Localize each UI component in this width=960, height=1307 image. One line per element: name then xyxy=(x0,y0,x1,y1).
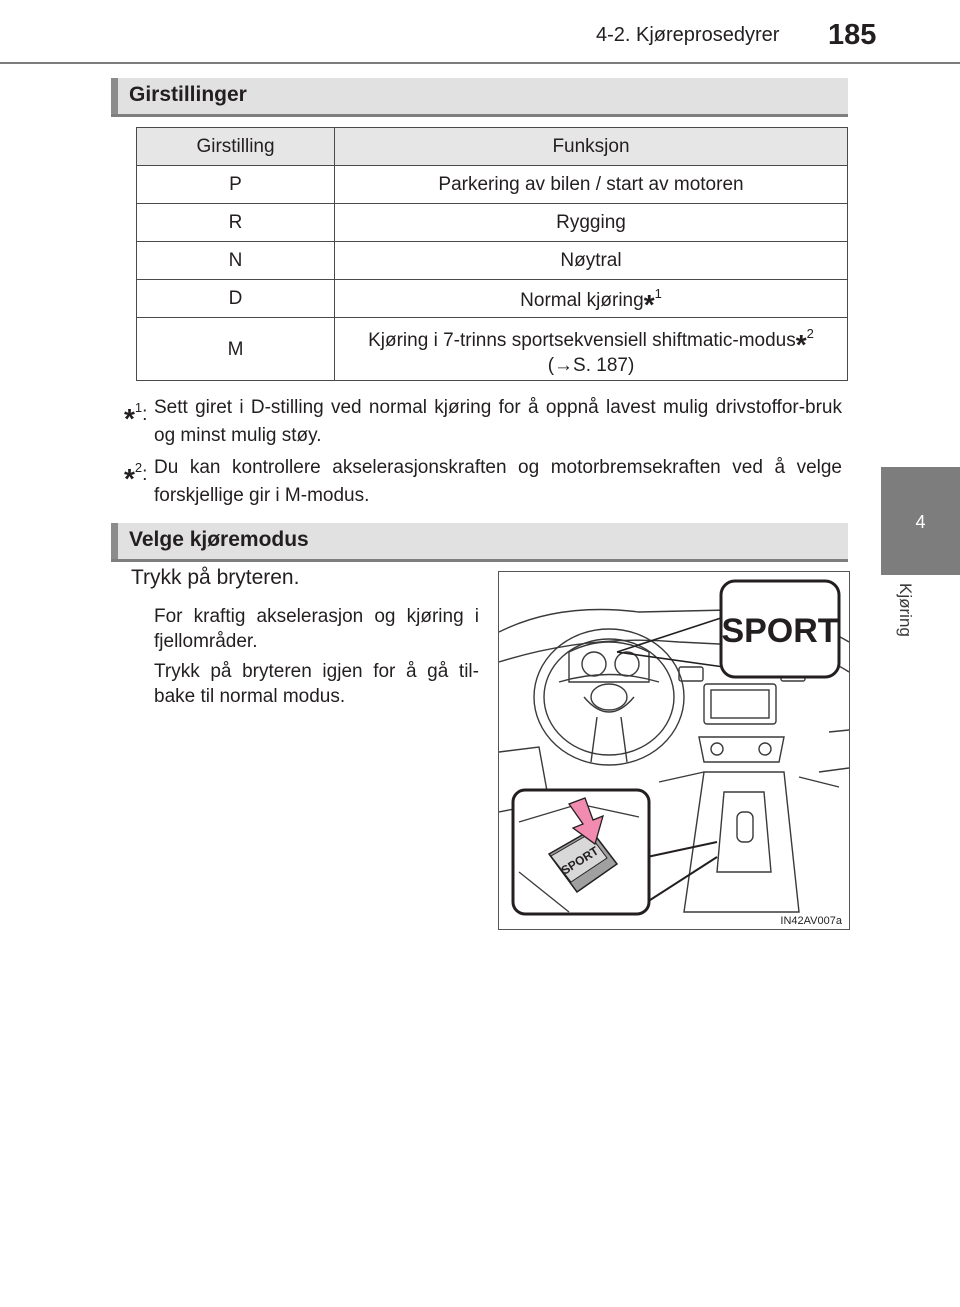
header-section-title: 4-2. Kjøreprosedyrer xyxy=(596,24,780,46)
figure-code: IN42AV007a xyxy=(780,915,842,927)
footnote-number: 1 xyxy=(654,285,662,301)
table-row xyxy=(137,204,848,242)
footnote-label xyxy=(124,394,148,434)
gear-cell: R xyxy=(137,204,335,242)
footnote-number: 1 xyxy=(134,400,143,415)
sport-switch-illustration xyxy=(498,571,850,930)
footnote-separator: : xyxy=(142,404,148,425)
table-row xyxy=(137,280,848,318)
table-header-row xyxy=(137,128,848,166)
page-number: 185 xyxy=(828,19,877,51)
footnote-star: * xyxy=(124,463,135,494)
gear-cell: M xyxy=(137,318,335,381)
function-text: Normal kjøring xyxy=(520,289,644,311)
column-header-function: Funksjon xyxy=(335,128,848,166)
explanation-paragraph: For kraftig akselerasjon og kjøring i fjellområder. xyxy=(154,606,479,652)
section-title: Velge kjøremodus xyxy=(129,528,309,551)
gear-cell: N xyxy=(137,242,335,280)
footnote-star: * xyxy=(795,328,807,360)
function-cell xyxy=(335,280,848,318)
footnote-separator: : xyxy=(142,464,148,485)
function-cell: Parkering av bilen / start av motoren xyxy=(335,166,848,204)
header-divider xyxy=(0,62,960,64)
gear-positions-table xyxy=(136,127,848,381)
footnote-2 xyxy=(124,454,842,510)
function-text: Kjøring i 7-trinns sportsekvensiell shiftmatic-modus xyxy=(368,329,796,351)
table-row xyxy=(137,166,848,204)
section-marker xyxy=(111,523,118,559)
section-heading-drive-mode xyxy=(111,523,848,562)
chapter-tab-label: Kjøring xyxy=(896,583,915,637)
footnote-text: Sett giret i D-stilling ved normal kjøring for å oppnå lavest mulig drivstoffor-bruk og minst mulig støy. xyxy=(154,397,842,446)
sport-callout-label: SPORT xyxy=(721,612,839,650)
footnote-text: Du kan kontrollere akselerasjonskraften og motorbremsekraften ved å velge forskjellige gir i M-modus. xyxy=(154,457,842,506)
function-cell xyxy=(335,318,848,381)
page-reference: (→S. 187) xyxy=(547,354,635,376)
section-marker xyxy=(111,78,118,114)
step-instruction: Trykk på bryteren. xyxy=(131,566,300,589)
gear-cell: D xyxy=(137,280,335,318)
chapter-tab-number: 4 xyxy=(915,512,926,532)
footnote-number: 2 xyxy=(806,325,814,341)
section-title: Girstillinger xyxy=(129,83,247,106)
table-row xyxy=(137,242,848,280)
footnote-star: * xyxy=(643,288,655,320)
section-heading-gear-positions xyxy=(111,78,848,117)
dashboard-drawing xyxy=(499,572,849,929)
sport-button-label: SPORT xyxy=(558,843,602,878)
function-cell: Rygging xyxy=(335,204,848,242)
explanation-paragraph: Trykk på bryteren igjen for å gå til-bake til normal modus. xyxy=(154,661,479,707)
function-cell: Nøytral xyxy=(335,242,848,280)
footnote-label xyxy=(124,454,148,494)
column-header-gear: Girstilling xyxy=(137,128,335,166)
footnote-1 xyxy=(124,394,842,450)
footnote-number: 2 xyxy=(134,460,143,475)
footnote-star: * xyxy=(124,403,135,434)
gear-cell: P xyxy=(137,166,335,204)
table-row xyxy=(137,318,848,381)
